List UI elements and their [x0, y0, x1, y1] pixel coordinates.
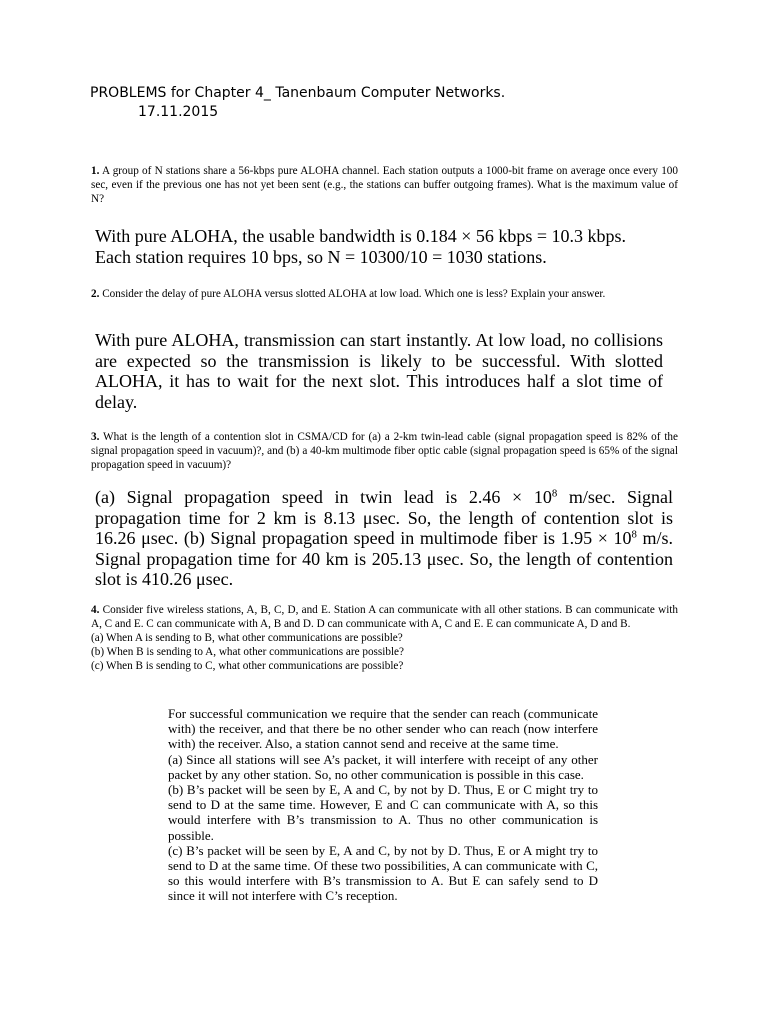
problem-2-question [91, 287, 678, 301]
problem-4-answer [168, 706, 598, 904]
problem-1-answer-line: With pure ALOHA, the usable bandwidth is 0.184 × 56 kbps = 10.3 kbps. [95, 226, 627, 246]
problem-3-answer-part: m/s. Signal propagation time for 40 km is 205.13 μsec. So, the length of contention slot is 410.26 μsec. [95, 528, 673, 589]
answer-paragraph: (c) B’s packet will be seen by E, A and C, by not by D. Thus, E or A might try to send to D at the same time. Of these two possibilities, A can communicate with C, so this would interfere with B’s transmission to A. But E can safely send to D since it will not interfere with C’s reception. [168, 842, 598, 904]
sub-question: (b) When B is sending to A, what other communications are possible? [91, 646, 404, 658]
problem-1-number: 1. [91, 165, 100, 177]
problem-2-number: 2. [91, 288, 100, 300]
problem-4-question [91, 603, 678, 673]
problem-3-question [91, 430, 678, 472]
problem-3-question-text: What is the length of a contention slot in CSMA/CD for (a) a 2-km twin-lead cable (signal propagation speed is 82% of the signal propagation speed in vacuum)?, and (b) a 40-km multimode fiber optic cable (signal propagation speed is 65% of the signal propagation speed in vacuum)? [91, 431, 678, 471]
problem-4-question-text: Consider five wireless stations, A, B, C, D, and E. Station A can communicate with all other stations. B can communicate with A, C and E. C can communicate with A, B and D. D can communicate with A, C and E. E can communicate A, D and B. [91, 604, 679, 630]
problem-3-number: 3. [91, 431, 100, 443]
problem-2-question-text: Consider the delay of pure ALOHA versus slotted ALOHA at low load. Which one is less? Explain your answer. [102, 288, 606, 300]
problem-1-answer-line: Each station requires 10 bps, so N = 10300/10 = 1030 stations. [95, 246, 547, 267]
problem-3-answer-part: (a) Signal propagation speed in twin lead is 2.46 × 10 [95, 487, 552, 507]
problem-3-answer [95, 487, 673, 590]
exponent: 8 [551, 487, 558, 500]
sub-question: (c) When B is sending to C, what other communications are possible? [91, 660, 404, 672]
answer-paragraph: For successful communication we require that the sender can reach (communicate with) the receiver, and that there be no other sender who can reach (now interfere with) the receiver. Also, a station cannot send and receive at the same time. [168, 706, 598, 752]
problem-3-answer-part: m/sec. Signal propagation time for 2 km is 8.13 μsec. So, the length of contention slot is 16.26 μsec. (b) Signal propagation speed in multimode fiber is 1.95 × 10 [95, 487, 673, 548]
problem-1-question [91, 164, 678, 206]
problem-1-question-text: A group of N stations share a 56-kbps pure ALOHA channel. Each station outputs a 1000-bit frame on average once every 100 sec, even if the previous one has not yet been sent (e.g., the stations can buffer outgoing frames). What is the maximum value of N? [91, 165, 678, 205]
answer-paragraph: (b) B’s packet will be seen by E, A and C, by not by D. Thus, E or C might try to send to D at the same time. However, E and C can communicate with A, so this would interfere with B’s transmission to A. Thus no other communication is possible. [168, 782, 598, 843]
problem-4-number: 4. [91, 604, 100, 616]
title-date: 17.11.2015 [138, 104, 219, 120]
exponent: 8 [631, 528, 637, 541]
page-title [90, 84, 505, 122]
problem-2-answer: With pure ALOHA, transmission can start instantly. At low load, no collisions are expected so the transmission is likely to be successful. With slotted ALOHA, it has to wait for the next slot. This introduces half a slot time of delay. [95, 330, 663, 412]
problem-1-answer [95, 226, 673, 267]
title-text: PROBLEMS for Chapter 4_ Tanenbaum Computer Networks. [90, 85, 506, 101]
answer-paragraph: (a) Since all stations will see A’s packet, it will interfere with receipt of any other packet by any other station. So, no other communication is possible in this case. [168, 751, 598, 782]
sub-question: (a) When A is sending to B, what other communications are possible? [91, 632, 403, 644]
